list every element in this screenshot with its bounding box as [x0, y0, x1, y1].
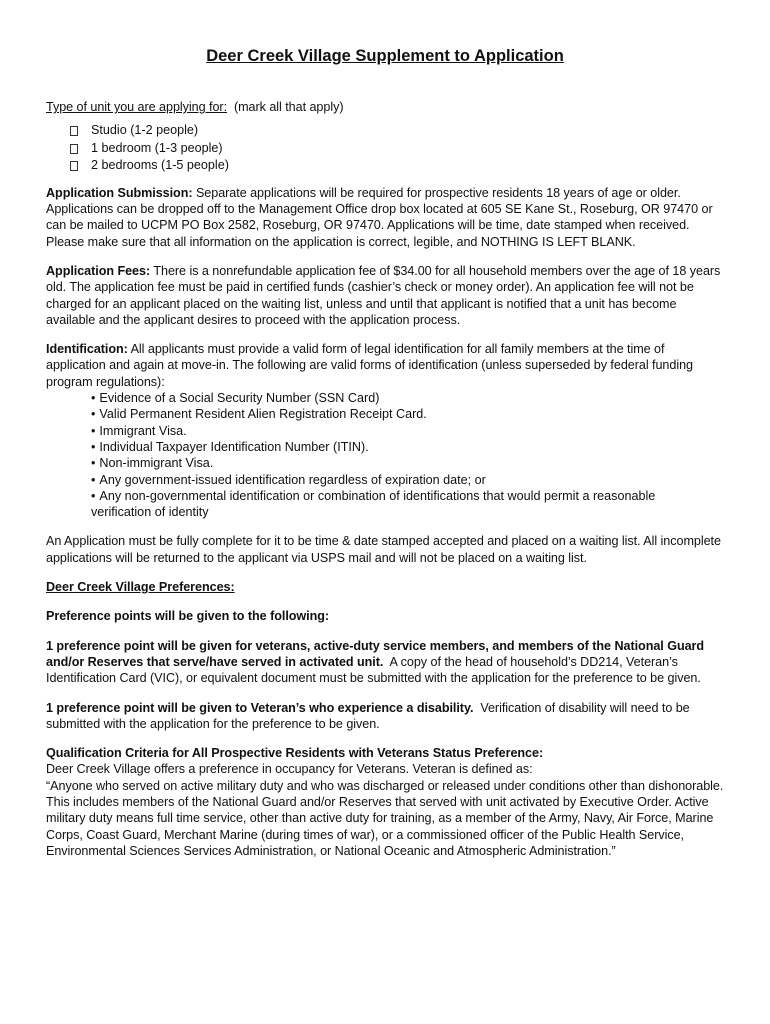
bullet-glyph: •: [91, 456, 96, 471]
qualification-intro: Deer Creek Village offers a preference in occupancy for Veterans. Veteran is defined as:: [46, 762, 533, 777]
preference-1-text: A copy of the head of household’s DD214, Veteran’s Identification Card (VIC), or equivalent document must be submitted with the application for the preference to be given.: [46, 654, 701, 686]
bullet-glyph: •: [91, 488, 96, 503]
application-fees-label: Application Fees:: [46, 263, 151, 278]
preference-1-paragraph: [46, 638, 724, 687]
application-fees-paragraph: [46, 263, 724, 328]
qualification-heading: Qualification Criteria for All Prospective Residents with Veterans Status Preference:: [46, 746, 544, 761]
list-item-text: Any government-issued identification regardless of expiration date; or: [99, 472, 486, 487]
bullet-glyph: •: [91, 439, 96, 454]
application-fees-text: There is a nonrefundable application fee of $34.00 for all household members over the age of 18 years old. The application fee must be paid in certified funds (cashier’s check or money order). An application fee will not be charged for an applicant placed on the waiting list, unless and until that applicant is notified that a unit has become available and the applicant desires to proceed with the application process.: [46, 263, 721, 327]
list-item-text: Valid Permanent Resident Alien Registration Receipt Card.: [99, 407, 427, 422]
completion-note: An Application must be fully complete for it to be time & date stamped accepted and placed on a waiting list. All incomplete applications will be returned to the applicant via USPS mail and will not be placed on a waiting list.: [46, 534, 721, 565]
list-item-text: Immigrant Visa.: [99, 423, 187, 438]
unit-option-2-bedrooms[interactable]: [70, 157, 724, 175]
list-item-continuation: verification of identity: [91, 505, 209, 520]
identification-list: [91, 390, 724, 520]
application-submission-text: Separate applications will be required for prospective residents 18 years of age or older. Applications can be dropped off to the Management Office drop box located at 605 SE Kane St., Roseburg, OR 97470 or can be mailed to UCPM PO Box 2582, Roseburg, OR 97470. Applications will be time, date stamped when received. Please make sure that all information on the application is correct, legible, and NOTHING IS LEFT BLANK.: [46, 185, 713, 249]
preferences-heading-text: Deer Creek Village Preferences:: [46, 580, 235, 595]
unit-type-colon: :: [223, 100, 228, 114]
preferences-heading: [46, 579, 724, 595]
bullet-glyph: •: [91, 472, 96, 487]
unit-option-1-bedroom[interactable]: [70, 140, 724, 158]
list-item-text: Individual Taxpayer Identification Number (ITIN).: [99, 439, 369, 454]
list-item: [91, 406, 724, 422]
list-item-text: Evidence of a Social Security Number (SSN Card): [99, 391, 380, 406]
list-item: [91, 423, 724, 439]
unit-option-label: Studio (1-2 people): [91, 123, 199, 138]
unit-option-studio[interactable]: [70, 122, 724, 140]
list-item-text: Any non-governmental identification or combination of identifications that would permit a reasonable: [99, 488, 656, 503]
unit-type-note: (mark all that apply): [233, 100, 344, 114]
checkbox-studio[interactable]: [70, 126, 78, 136]
bullet-glyph: •: [91, 407, 96, 422]
list-item: [91, 439, 724, 455]
preference-2-bold: 1 preference point will be given to Veteran’s who experience a disability.: [46, 700, 474, 715]
preference-2-text: Verification of disability will need to be submitted with the application for the preference to be given.: [46, 700, 690, 731]
veteran-definition: “Anyone who served on active military duty and who was discharged or released under conditions other than dishonorable. This includes members of the National Guard and/or Reserves that served with unit activated by Executive Order. Active military duty means full time service, other than active duty for training, as a member of the Army, Navy, Air Force, Marine Corps, Coast Guard, Merchant Marine (during times of war), or a commissioned officer of the Public Health Service, Environmental Sciences Services Administration, or National Oceanic and Atmospheric Administration.”: [46, 778, 724, 858]
bullet-glyph: •: [91, 423, 96, 438]
identification-text: All applicants must provide a valid form of legal identification for all family members at the time of application and again at move-in. The following are valid forms of identification (unless superseded by federal funding program regulations):: [46, 342, 693, 389]
unit-type-options: [70, 122, 724, 175]
list-item: [91, 472, 724, 488]
checkbox-2-bedrooms[interactable]: [70, 161, 78, 171]
preference-2-paragraph: [46, 700, 724, 733]
unit-option-label: 1 bedroom (1-3 people): [91, 140, 223, 155]
list-item: [91, 455, 724, 471]
list-item: [91, 390, 724, 406]
identification-paragraph: [46, 341, 724, 390]
unit-option-label: 2 bedrooms (1-5 people): [91, 158, 229, 173]
unit-type-header: [46, 99, 724, 115]
unit-type-label: Type of unit you are applying for: [46, 100, 224, 114]
application-submission-label: Application Submission:: [46, 185, 193, 200]
bullet-glyph: •: [91, 391, 96, 406]
preferences-intro: Preference points will be given to the following:: [46, 609, 330, 624]
application-submission-paragraph: [46, 185, 724, 250]
list-item-text: Non-immigrant Visa.: [99, 456, 214, 471]
identification-label: Identification:: [46, 342, 128, 357]
preference-1-bold: 1 preference point will be given for veterans, active-duty service members, and members of the National Guard and/or Reserves that serve/have served in activated unit.: [46, 638, 705, 669]
list-item: [91, 488, 724, 521]
document-title: Deer Creek Village Supplement to Application: [206, 47, 564, 65]
checkbox-1-bedroom[interactable]: [70, 144, 78, 154]
